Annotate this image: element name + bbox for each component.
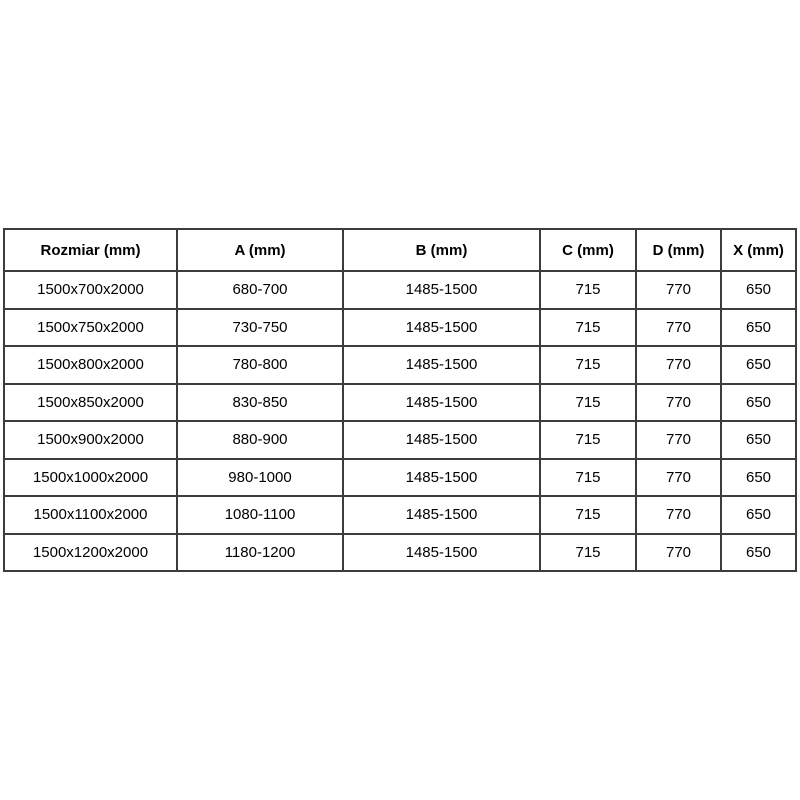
table-cell: 1500x750x2000 <box>4 309 177 347</box>
table-cell: 715 <box>540 271 636 309</box>
table-cell: 770 <box>636 534 721 572</box>
table-cell: 650 <box>721 346 796 384</box>
table-cell: 715 <box>540 496 636 534</box>
table-cell: 715 <box>540 421 636 459</box>
table-cell: 1080-1100 <box>177 496 343 534</box>
table-cell: 1500x900x2000 <box>4 421 177 459</box>
table-cell: 1500x1100x2000 <box>4 496 177 534</box>
table-row <box>4 534 796 572</box>
table-cell: 650 <box>721 534 796 572</box>
table-cell: 650 <box>721 271 796 309</box>
table-cell: 1485-1500 <box>343 309 540 347</box>
table-cell: 1485-1500 <box>343 346 540 384</box>
table-row <box>4 346 796 384</box>
table-cell: 770 <box>636 496 721 534</box>
table-header-row <box>4 229 796 271</box>
table-cell: 980-1000 <box>177 459 343 497</box>
table-cell: 715 <box>540 384 636 422</box>
table-cell: 1500x1000x2000 <box>4 459 177 497</box>
column-header-x: X (mm) <box>721 229 796 271</box>
table-row <box>4 384 796 422</box>
column-header-b: B (mm) <box>343 229 540 271</box>
table-cell: 770 <box>636 271 721 309</box>
table-cell: 770 <box>636 459 721 497</box>
table-cell: 880-900 <box>177 421 343 459</box>
table-cell: 650 <box>721 459 796 497</box>
table-row <box>4 459 796 497</box>
table-cell: 715 <box>540 309 636 347</box>
table-body <box>4 271 796 571</box>
table-cell: 715 <box>540 459 636 497</box>
table-cell: 680-700 <box>177 271 343 309</box>
table-cell: 650 <box>721 384 796 422</box>
table-cell: 780-800 <box>177 346 343 384</box>
table-cell: 715 <box>540 534 636 572</box>
table-cell: 1500x700x2000 <box>4 271 177 309</box>
table-cell: 1500x800x2000 <box>4 346 177 384</box>
table-cell: 770 <box>636 384 721 422</box>
table-cell: 770 <box>636 421 721 459</box>
table-cell: 650 <box>721 309 796 347</box>
table-cell: 1485-1500 <box>343 534 540 572</box>
dimension-table-container <box>3 228 795 572</box>
table-row <box>4 309 796 347</box>
table-cell: 770 <box>636 309 721 347</box>
column-header-d: D (mm) <box>636 229 721 271</box>
table-cell: 650 <box>721 421 796 459</box>
dimension-spec-table <box>3 228 797 572</box>
column-header-a: A (mm) <box>177 229 343 271</box>
column-header-c: C (mm) <box>540 229 636 271</box>
table-cell: 715 <box>540 346 636 384</box>
table-cell: 730-750 <box>177 309 343 347</box>
table-cell: 1180-1200 <box>177 534 343 572</box>
table-cell: 830-850 <box>177 384 343 422</box>
table-cell: 1485-1500 <box>343 271 540 309</box>
table-row <box>4 421 796 459</box>
table-cell: 650 <box>721 496 796 534</box>
table-cell: 1485-1500 <box>343 459 540 497</box>
table-cell: 770 <box>636 346 721 384</box>
table-cell: 1485-1500 <box>343 496 540 534</box>
table-cell: 1500x850x2000 <box>4 384 177 422</box>
table-row <box>4 496 796 534</box>
table-cell: 1500x1200x2000 <box>4 534 177 572</box>
column-header-rozmiar: Rozmiar (mm) <box>4 229 177 271</box>
table-cell: 1485-1500 <box>343 384 540 422</box>
table-cell: 1485-1500 <box>343 421 540 459</box>
table-row <box>4 271 796 309</box>
